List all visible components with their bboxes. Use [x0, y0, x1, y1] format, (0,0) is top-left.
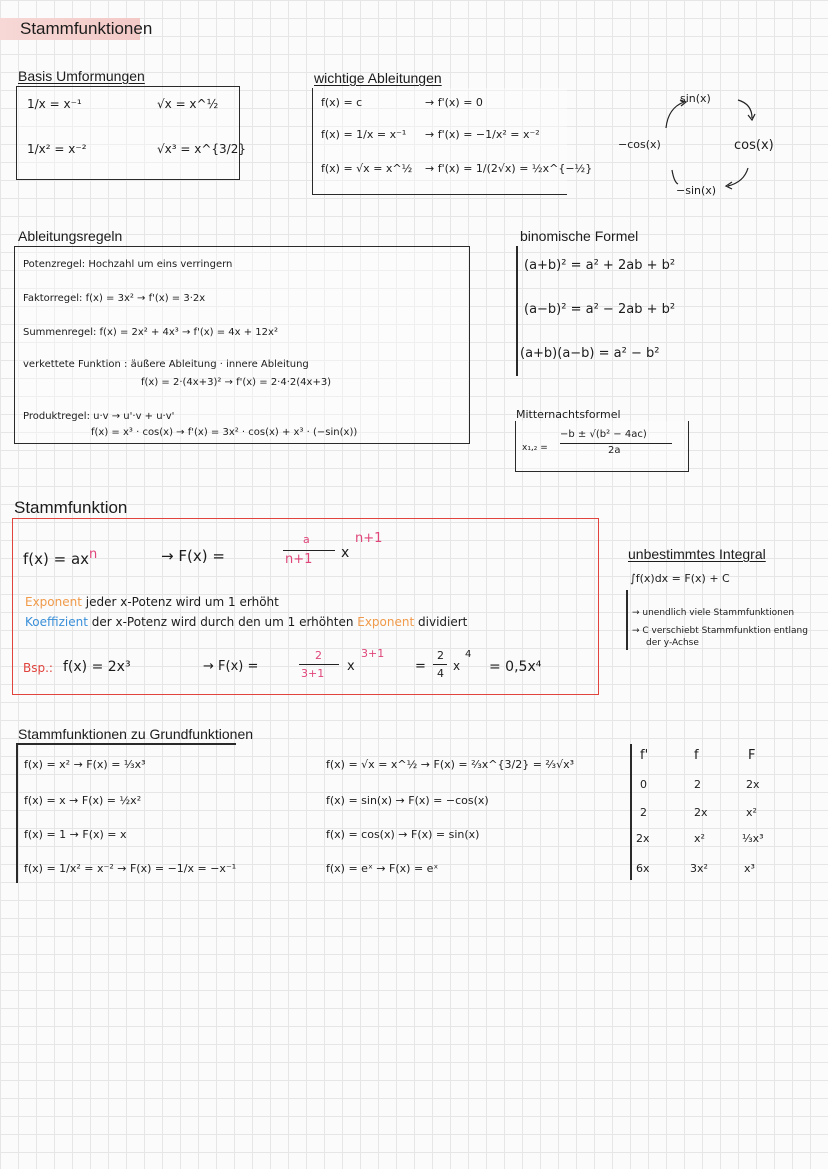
- stamm-exponent-n: n: [89, 547, 98, 562]
- stamm-ex-x: x: [347, 659, 355, 674]
- regel-produkt-b: f(x) = x³ · cos(x) → f'(x) = 3x² · cos(x) + x³ · (−sin(x)): [91, 427, 358, 438]
- table-cell: 2: [694, 778, 701, 791]
- ableitung-3-fprime: → f'(x) = 1/(2√x) = ½x^{−½}: [425, 162, 593, 175]
- stamm-ex-exp: 3+1: [361, 647, 385, 660]
- table-cell: 2x: [636, 832, 650, 845]
- stamm-Fx: → F(x) =: [161, 547, 225, 565]
- ableitung-1-f: f(x) = c: [321, 96, 363, 109]
- ableitung-1-fprime: → f'(x) = 0: [425, 96, 483, 109]
- integral-heading: unbestimmtes Integral: [628, 546, 766, 562]
- table-header-f: f: [694, 748, 699, 763]
- stamm-line-2-exponent: Exponent: [357, 615, 415, 629]
- stamm-fx-text: f(x) = ax: [23, 550, 90, 568]
- ableitung-2-f: f(x) = 1/x = x⁻¹: [321, 128, 407, 141]
- basis-rule-1: 1/x = x⁻¹: [27, 97, 82, 111]
- grund-right-3: f(x) = cos(x) → F(x) = sin(x): [326, 828, 480, 841]
- stamm-ex-line: [299, 664, 339, 665]
- ableitung-2-fprime: → f'(x) = −1/x² = x⁻²: [425, 128, 540, 141]
- regel-produkt-a: Produktregel: u·v → u'·v + u·v': [23, 411, 175, 422]
- binom-2: (a−b)² = a² − 2ab + b²: [524, 302, 676, 317]
- table-cell: 0: [640, 778, 647, 791]
- regeln-box: [14, 246, 470, 444]
- table-left-border: [630, 744, 632, 880]
- grund-left-4: f(x) = 1/x² = x⁻² → F(x) = −1/x = −x⁻¹: [24, 862, 237, 875]
- stamm-ex-eq: =: [415, 659, 426, 674]
- integral-bullet-1: → unendlich viele Stammfunktionen: [632, 608, 795, 618]
- stamm-ex-exp2: 4: [465, 649, 472, 660]
- stamm-ex-num2: 2: [437, 649, 444, 662]
- grund-underline: [16, 743, 236, 745]
- mitternacht-fraction-line: [560, 443, 672, 444]
- grund-right-1: f(x) = √x = x^½ → F(x) = ⅔x^{3/2} = ⅔√x³: [326, 758, 575, 771]
- grund-left-3: f(x) = 1 → F(x) = x: [24, 828, 127, 841]
- table-cell: x³: [744, 862, 755, 875]
- table-cell: 3x²: [690, 862, 708, 875]
- cycle-sin: sin(x): [680, 92, 711, 105]
- page-title: Stammfunktionen: [20, 19, 153, 38]
- stamm-ex-den2: 4: [437, 667, 444, 680]
- integral-formel: ∫f(x)dx = F(x) + C: [630, 572, 730, 585]
- table-header-F: F: [748, 748, 756, 763]
- stamm-coef-a: a: [303, 533, 310, 546]
- table-cell: 2: [640, 806, 647, 819]
- regel-potenz: Potenzregel: Hochzahl um eins verringern: [23, 259, 233, 270]
- stamm-ex-den: 3+1: [301, 667, 325, 680]
- binom-heading: binomische Formel: [520, 228, 639, 244]
- integral-bullet-2: → C verschiebt Stammfunktion entlang: [632, 626, 808, 636]
- mitternacht-den: 2a: [608, 445, 621, 456]
- stamm-ex-num: 2: [315, 649, 322, 662]
- stamm-line-2: [25, 615, 467, 629]
- regeln-heading: Ableitungsregeln: [18, 228, 123, 244]
- cycle-neg-cos: −cos(x): [618, 138, 661, 151]
- regel-kette-b: f(x) = 2·(4x+3)² → f'(x) = 2·4·2(4x+3): [141, 377, 332, 388]
- basis-heading: Basis Umformungen: [18, 68, 145, 84]
- grund-right-4: f(x) = eˣ → F(x) = eˣ: [326, 862, 439, 875]
- mitternacht-box: [515, 421, 689, 472]
- table-cell: 2x: [746, 778, 760, 791]
- table-cell: x²: [746, 806, 757, 819]
- stamm-ex-f: f(x) = 2x³: [63, 659, 131, 675]
- regel-faktor: Faktorregel: f(x) = 3x² → f'(x) = 3·2x: [23, 293, 206, 304]
- stamm-line-2-koeff: Koeffizient: [25, 615, 88, 629]
- stamm-exp: n+1: [355, 531, 383, 546]
- stamm-line-2-text: der x-Potenz wird durch den um 1 erhöhten: [87, 615, 358, 629]
- basis-box: [16, 86, 246, 180]
- table-cell: 2x: [694, 806, 708, 819]
- cycle-neg-sin: −sin(x): [676, 184, 717, 197]
- grund-left-1: f(x) = x² → F(x) = ⅓x³: [24, 758, 146, 771]
- ableitungen-heading: wichtige Ableitungen: [314, 70, 442, 86]
- stammfunktion-heading: Stammfunktion: [14, 498, 128, 517]
- stamm-fx: [23, 547, 97, 568]
- stamm-line-1-exponent: Exponent: [25, 595, 82, 609]
- grund-heading: Stammfunktionen zu Grundfunktionen: [18, 726, 254, 742]
- mitternacht-lhs: x₁,₂ =: [522, 443, 548, 453]
- stamm-ex-x2: x: [453, 659, 461, 673]
- stamm-ex-line2: [433, 664, 447, 665]
- stamm-ex-result: = 0,5x⁴: [489, 659, 542, 675]
- stamm-line-2-end: dividiert: [414, 615, 468, 629]
- regel-summen: Summenregel: f(x) = 2x² + 4x³ → f'(x) = 4x + 12x²: [23, 327, 278, 338]
- regel-kette-a: verkettete Funktion : äußere Ableitung · innere Ableitung: [23, 359, 309, 370]
- cycle-arrows: [620, 88, 800, 208]
- binom-1: (a+b)² = a² + 2ab + b²: [524, 258, 676, 273]
- grund-left-2: f(x) = x → F(x) = ½x²: [24, 794, 142, 807]
- integral-bullet-3: der y-Achse: [646, 638, 699, 648]
- binom-3: (a+b)(a−b) = a² − b²: [520, 346, 660, 361]
- stamm-line-1-text: jeder x-Potenz wird um 1 erhöht: [81, 595, 279, 609]
- grund-left-border: [16, 743, 18, 883]
- ableitung-3-f: f(x) = √x = x^½: [321, 162, 413, 175]
- stamm-bsp: Bsp.:: [23, 661, 53, 675]
- mitternacht-heading: Mitternachtsformel: [516, 408, 621, 421]
- grund-right-2: f(x) = sin(x) → F(x) = −cos(x): [326, 794, 489, 807]
- ableitungen-box: [312, 88, 593, 195]
- table-header-fprime: f': [640, 748, 649, 763]
- mitternacht-num: −b ± √(b² − 4ac): [560, 429, 647, 440]
- cycle-cos: cos(x): [734, 138, 774, 153]
- basis-rule-2: √x = x^½: [157, 97, 219, 111]
- table-cell: ⅓x³: [742, 832, 764, 845]
- integral-divider: [626, 590, 628, 650]
- table-cell: 6x: [636, 862, 650, 875]
- table-cell: x²: [694, 832, 705, 845]
- stamm-ex-F: → F(x) =: [203, 659, 259, 674]
- basis-rule-4: √x³ = x^{3/2}: [157, 142, 246, 156]
- stammfunktion-box: [12, 518, 599, 695]
- binom-divider: [516, 246, 518, 376]
- stamm-line-1: [25, 595, 279, 609]
- stamm-fraction-line: [283, 550, 335, 551]
- basis-rule-3: 1/x² = x⁻²: [27, 142, 87, 156]
- stamm-denominator: n+1: [285, 552, 313, 567]
- stamm-x: x: [341, 545, 350, 561]
